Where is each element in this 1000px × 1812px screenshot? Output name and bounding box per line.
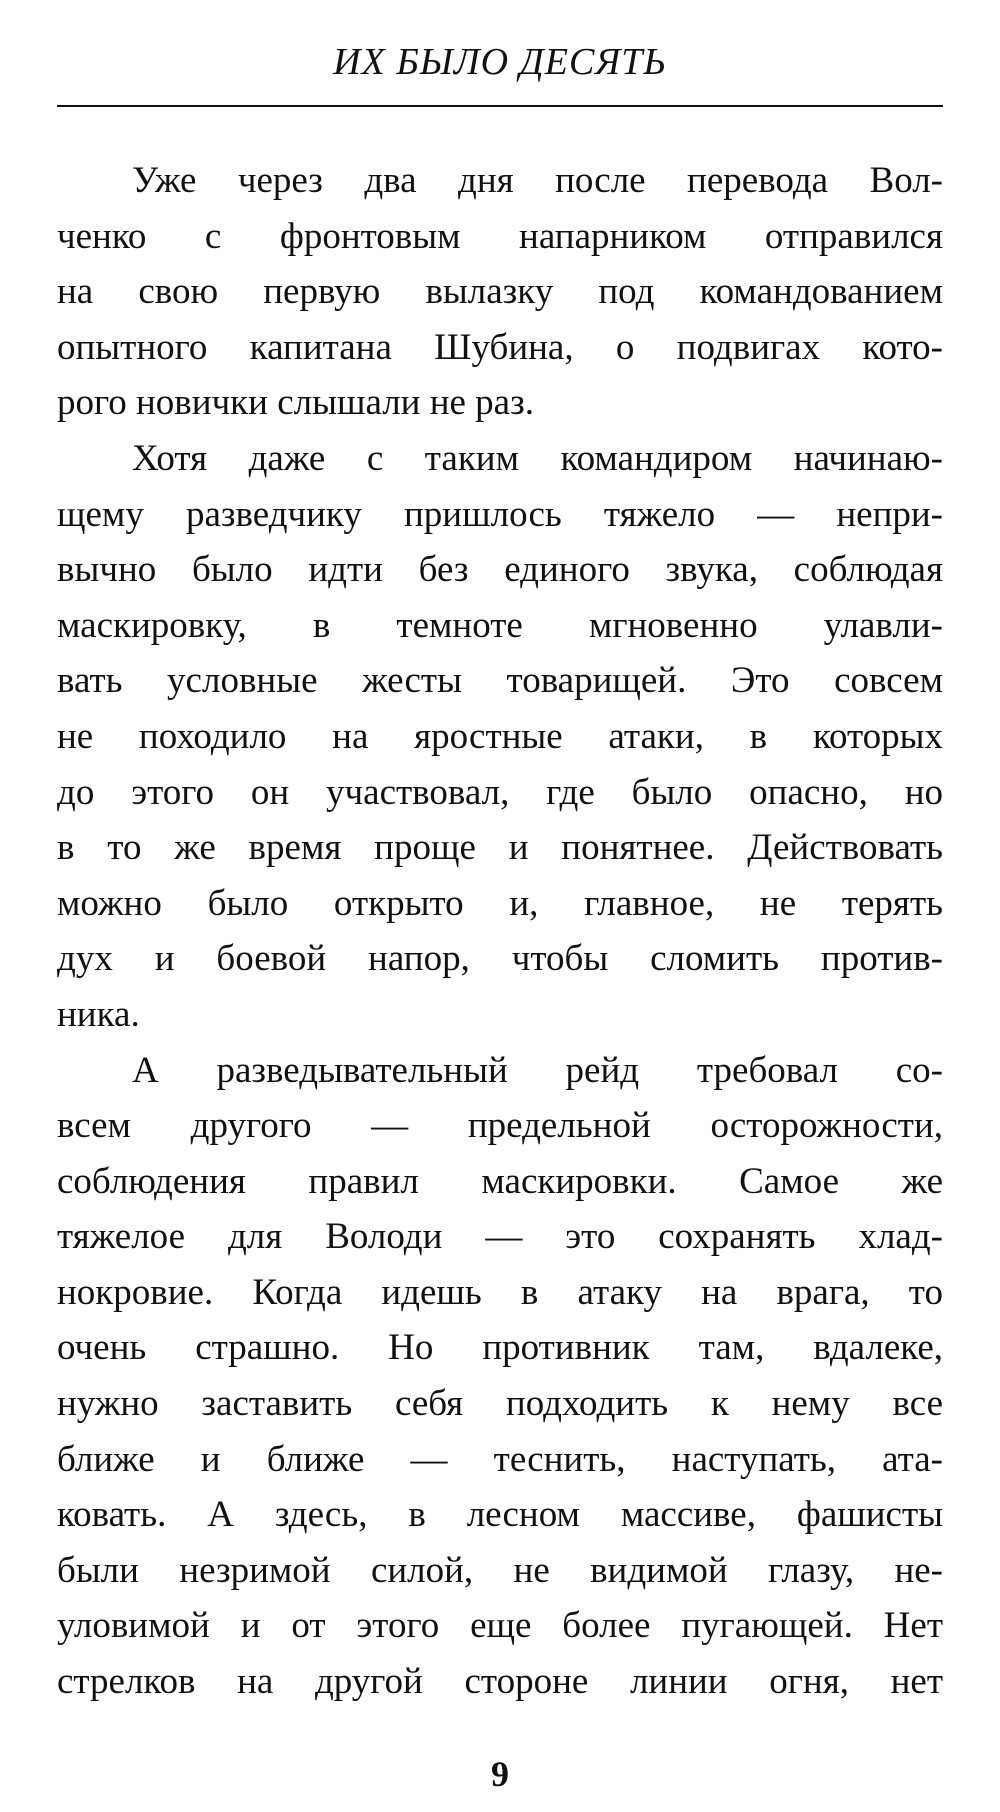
text-line: не походило на яростные атаки, в которых [57, 715, 943, 757]
text-line: Хотя даже с таким командиром начинаю- [132, 437, 943, 479]
paragraph [57, 431, 943, 1043]
text-line: уловимой и от этого еще более пугающей. Нет [57, 1605, 943, 1647]
paragraph [57, 153, 943, 431]
text-line: на свою первую вылазку под командованием [57, 271, 943, 313]
page-number: 9 [491, 1754, 509, 1794]
text-line: очень страшно. Но противник там, вдалеке, [57, 1327, 943, 1369]
text-line: ченко с фронтовым напарником отправился [57, 215, 943, 257]
text-line: рого новички слышали не раз. [57, 382, 534, 424]
text-line: ника. [57, 993, 140, 1035]
text-line: А разведывательный рейд требовал со- [132, 1049, 943, 1091]
text-line: можно было открыто и, главное, не терять [57, 882, 943, 924]
running-head: ИХ БЫЛО ДЕСЯТЬ [333, 41, 667, 83]
text-line: тяжелое для Володи — это сохранять хлад- [57, 1216, 943, 1258]
text-line: вычно было идти без единого звука, соблюдая [57, 549, 943, 591]
text-line: щему разведчику пришлось тяжело — непри- [57, 493, 943, 535]
text-line: маскировку, в темноте мгновенно улавли- [57, 604, 943, 646]
text-line: Уже через два дня после перевода Вол- [132, 160, 943, 201]
text-line: ковать. А здесь, в лесном массиве, фашисты [57, 1494, 943, 1536]
text-line: опытного капитана Шубина, о подвигах кото- [57, 326, 943, 368]
paragraph [57, 1043, 943, 1710]
header-rule [57, 105, 943, 107]
text-line: вать условные жесты товарищей. Это совсем [57, 660, 943, 702]
text-line: соблюдения правил маскировки. Самое же [57, 1160, 943, 1202]
text-line: всем другого — предельной осторожности, [57, 1105, 943, 1147]
text-line: нужно заставить себя подходить к нему все [57, 1383, 943, 1425]
text-line: были незримой силой, не видимой глазу, не- [57, 1549, 943, 1591]
text-line: в то же время проще и понятнее. Действовать [57, 827, 943, 869]
text-line: стрелков на другой стороне линии огня, нет [57, 1661, 943, 1703]
body-text [57, 153, 943, 1710]
text-line: нокровие. Когда идешь в атаку на врага, то [57, 1271, 943, 1313]
text-line: до этого он участвовал, где было опасно, но [57, 771, 943, 813]
text-line: ближе и ближе — теснить, наступать, ата- [57, 1438, 943, 1480]
text-line: дух и боевой напор, чтобы сломить против- [57, 938, 943, 980]
